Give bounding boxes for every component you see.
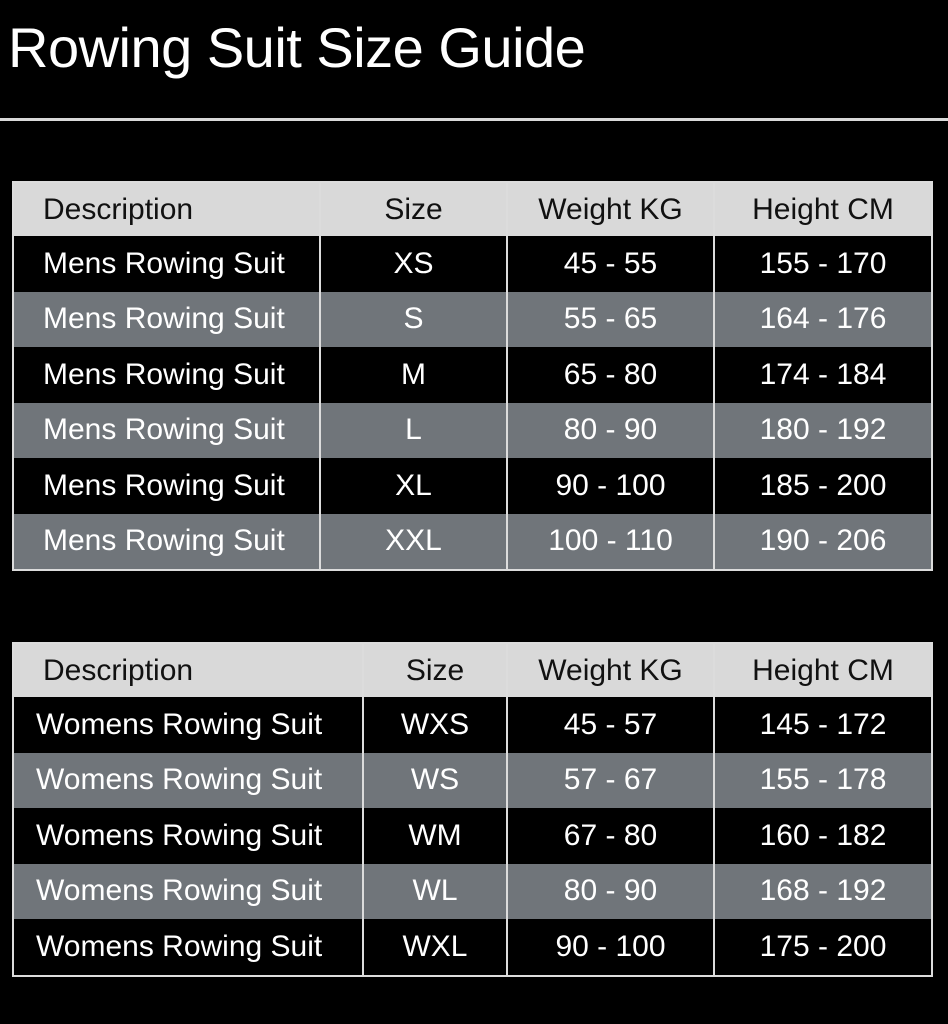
- cell-weight: 67 - 80: [507, 808, 714, 864]
- cell-description: Mens Rowing Suit: [13, 458, 320, 514]
- cell-description: Mens Rowing Suit: [13, 236, 320, 292]
- cell-size: WXS: [363, 697, 507, 753]
- womens-size-table: [12, 642, 933, 977]
- cell-height: 155 - 178: [714, 753, 932, 809]
- cell-height: 180 - 192: [714, 403, 932, 459]
- table-row: [13, 403, 932, 459]
- cell-weight: 80 - 90: [507, 864, 714, 920]
- cell-size: WXL: [363, 919, 507, 976]
- cell-height: 175 - 200: [714, 919, 932, 976]
- cell-weight: 65 - 80: [507, 347, 714, 403]
- cell-description: Mens Rowing Suit: [13, 292, 320, 348]
- cell-description: Womens Rowing Suit: [13, 753, 363, 809]
- cell-height: 190 - 206: [714, 514, 932, 571]
- cell-description: Mens Rowing Suit: [13, 403, 320, 459]
- cell-size: S: [320, 292, 507, 348]
- cell-height: 155 - 170: [714, 236, 932, 292]
- page-title: Rowing Suit Size Guide: [8, 16, 586, 79]
- table-row: [13, 808, 932, 864]
- cell-description: Womens Rowing Suit: [13, 919, 363, 976]
- cell-size: XS: [320, 236, 507, 292]
- table-header-row: [13, 643, 932, 697]
- table-row: [13, 458, 932, 514]
- mens-size-table: [12, 181, 933, 571]
- cell-size: WS: [363, 753, 507, 809]
- title-divider: [0, 118, 948, 121]
- cell-description: Mens Rowing Suit: [13, 347, 320, 403]
- table-row: [13, 864, 932, 920]
- cell-weight: 55 - 65: [507, 292, 714, 348]
- table-row: [13, 753, 932, 809]
- cell-height: 168 - 192: [714, 864, 932, 920]
- cell-weight: 100 - 110: [507, 514, 714, 571]
- header-height: Height CM: [714, 182, 932, 236]
- cell-height: 145 - 172: [714, 697, 932, 753]
- cell-height: 174 - 184: [714, 347, 932, 403]
- cell-size: WL: [363, 864, 507, 920]
- cell-weight: 90 - 100: [507, 919, 714, 976]
- table-row: [13, 697, 932, 753]
- cell-description: Womens Rowing Suit: [13, 808, 363, 864]
- header-description: Description: [13, 643, 363, 697]
- header-description: Description: [13, 182, 320, 236]
- header-weight: Weight KG: [507, 643, 714, 697]
- table-row: [13, 347, 932, 403]
- table-header-row: [13, 182, 932, 236]
- table-row: [13, 919, 932, 976]
- cell-height: 164 - 176: [714, 292, 932, 348]
- header-size: Size: [320, 182, 507, 236]
- cell-size: L: [320, 403, 507, 459]
- cell-weight: 57 - 67: [507, 753, 714, 809]
- cell-weight: 80 - 90: [507, 403, 714, 459]
- cell-weight: 90 - 100: [507, 458, 714, 514]
- cell-size: M: [320, 347, 507, 403]
- table-row: [13, 236, 932, 292]
- cell-description: Womens Rowing Suit: [13, 864, 363, 920]
- table-row: [13, 292, 932, 348]
- cell-height: 185 - 200: [714, 458, 932, 514]
- header-height: Height CM: [714, 643, 932, 697]
- cell-weight: 45 - 55: [507, 236, 714, 292]
- table-row: [13, 514, 932, 571]
- cell-description: Mens Rowing Suit: [13, 514, 320, 571]
- header-weight: Weight KG: [507, 182, 714, 236]
- cell-size: XXL: [320, 514, 507, 571]
- cell-height: 160 - 182: [714, 808, 932, 864]
- cell-weight: 45 - 57: [507, 697, 714, 753]
- cell-size: WM: [363, 808, 507, 864]
- cell-description: Womens Rowing Suit: [13, 697, 363, 753]
- header-size: Size: [363, 643, 507, 697]
- cell-size: XL: [320, 458, 507, 514]
